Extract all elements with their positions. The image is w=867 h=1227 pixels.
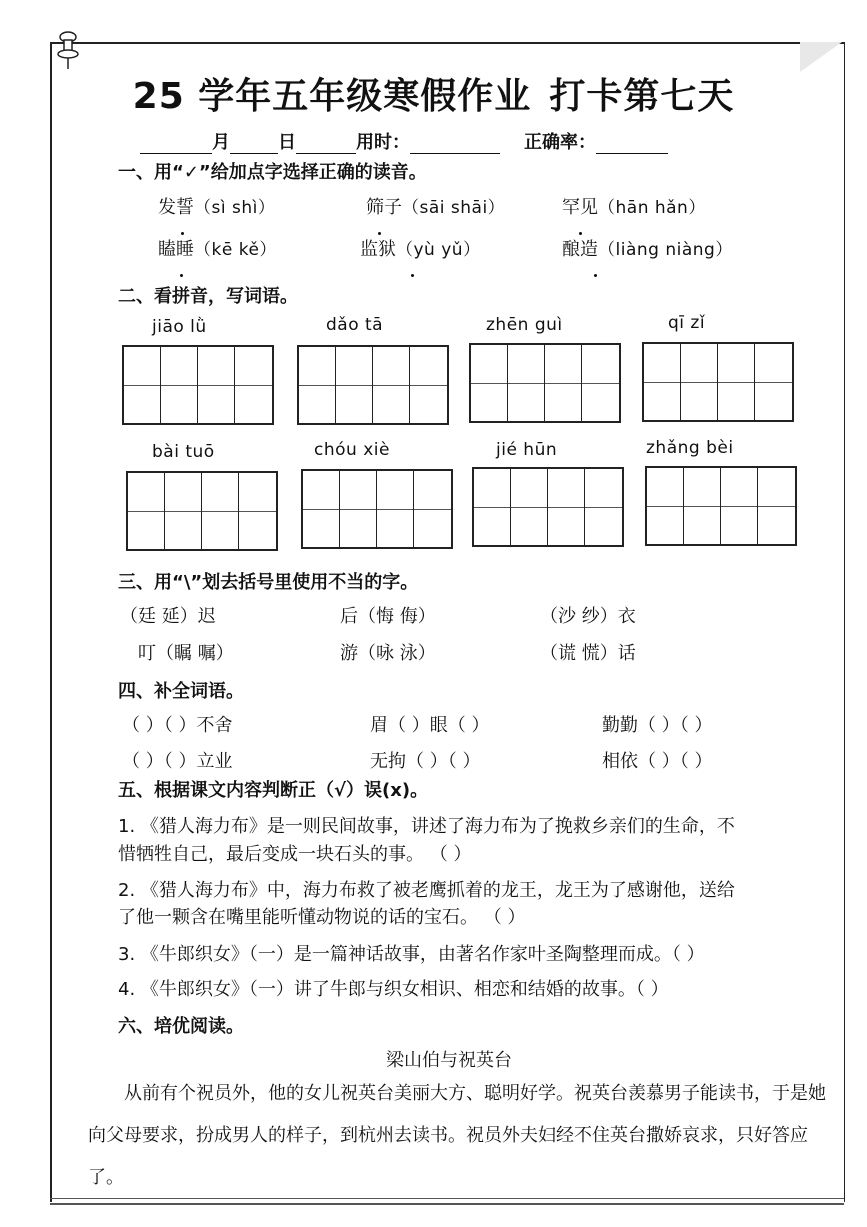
reading-item: 监狱（yù yǔ） xyxy=(360,239,481,260)
story-paragraph: 从前有个祝员外，他的女儿祝英台美丽大方、聪明好学。祝英台羡慕男子能读书，于是她向父母要求，扮成男人的样子，到杭州去读书。祝员外夫妇经不住英台撒娇哀求，只好答应了。 xyxy=(88,1083,826,1188)
day-label: 日 xyxy=(278,132,296,153)
section5-heading: 五、根据课文内容判断正（√）误(x)。 xyxy=(118,780,429,801)
fill-item: 眉（ ）眼（ ） xyxy=(370,715,490,736)
fill-item: 无拘（ ）（ ） xyxy=(370,751,481,772)
reading-item: 酿造（liàng niàng） xyxy=(562,239,733,260)
story-title: 梁山伯与祝英台 xyxy=(386,1050,512,1071)
choice-item: 游（咏 泳） xyxy=(340,643,436,664)
fill-item: 勤勤（ ）（ ） xyxy=(602,715,713,736)
judge-item-line: 1. 《猎人海力布》是一则民间故事，讲述了海力布为了挽救乡亲们的生命，不 xyxy=(118,816,735,837)
judge-item-line: 惜牺牲自己，最后变成一块石头的事。 （ ） xyxy=(118,844,472,865)
choice-item: （廷 延）迟 xyxy=(120,606,216,627)
choice-item: （谎 慌）话 xyxy=(540,643,636,664)
month-field[interactable] xyxy=(140,135,212,154)
month-label: 月 xyxy=(212,132,230,153)
judge-item-line: 3. 《牛郎织女》（一）是一篇神话故事，由著名作家叶圣陶整理而成。（ ） xyxy=(118,944,705,965)
writing-grid[interactable] xyxy=(642,342,794,422)
reading-item: 筛子（sāi shāi） xyxy=(366,197,506,218)
pinyin-label: zhǎng bèi xyxy=(646,438,734,458)
fill-item: 相依（ ）（ ） xyxy=(602,751,713,772)
fill-item: （ ）（ ）不舍 xyxy=(122,715,233,736)
judge-item-line: 了他一颗含在嘴里能听懂动物说的话的宝石。 （ ） xyxy=(118,907,526,928)
section4-heading: 四、补全词语。 xyxy=(118,681,244,702)
pushpin-icon xyxy=(56,30,80,70)
reading-item: 罕见（hān hǎn） xyxy=(562,197,706,218)
accuracy-field[interactable] xyxy=(596,135,668,154)
reading-item: 瞌睡（kē kě） xyxy=(158,239,277,260)
page-title xyxy=(0,68,867,119)
reading-item: 发誓（sì shì） xyxy=(158,197,276,218)
section6-heading: 六、培优阅读。 xyxy=(118,1016,244,1037)
section1-heading: 一、用“✓”给加点字选择正确的读音。 xyxy=(118,162,427,183)
writing-grid[interactable] xyxy=(126,471,278,551)
page-bottom-border xyxy=(50,1198,844,1205)
writing-grid[interactable] xyxy=(472,467,624,547)
judge-item-line: 2. 《猎人海力布》中，海力布救了被老鹰抓着的龙王，龙王为了感谢他，送给 xyxy=(118,880,735,901)
pinyin-label: chóu xiè xyxy=(314,440,390,460)
time-field-pad xyxy=(296,135,356,154)
pinyin-label: bài tuō xyxy=(152,442,215,462)
section2-heading: 二、看拼音，写词语。 xyxy=(118,286,298,307)
pinyin-label: jiāo lǜ xyxy=(152,317,207,337)
title-sub: 打卡第七天 xyxy=(549,76,735,117)
writing-grid[interactable] xyxy=(645,466,797,546)
accuracy-label: 正确率： xyxy=(524,132,596,153)
writing-grid[interactable] xyxy=(297,345,449,425)
time-field[interactable] xyxy=(410,135,500,154)
writing-grid[interactable] xyxy=(301,469,453,549)
fill-item: （ ）（ ）立业 xyxy=(122,751,233,772)
choice-item: （沙 纱）衣 xyxy=(540,606,636,627)
choice-item: 叮（瞩 嘱） xyxy=(138,643,234,664)
pinyin-label: jié hūn xyxy=(496,440,558,460)
choice-item: 后（悔 侮） xyxy=(340,606,436,627)
pinyin-label: zhēn guì xyxy=(486,315,563,335)
writing-grid[interactable] xyxy=(122,345,274,425)
info-line xyxy=(140,128,668,154)
day-field[interactable] xyxy=(230,135,278,154)
time-label: 用时： xyxy=(356,132,410,153)
pinyin-label: qī zǐ xyxy=(668,313,706,333)
writing-grid[interactable] xyxy=(469,343,621,423)
title-main: 25 学年五年级寒假作业 xyxy=(132,76,532,117)
pinyin-label: dǎo tā xyxy=(326,315,384,335)
judge-item-line: 4. 《牛郎织女》（一）讲了牛郎与织女相识、相恋和结婚的故事。（ ） xyxy=(118,979,669,1000)
section3-heading: 三、用“\”划去括号里使用不当的字。 xyxy=(118,572,419,593)
